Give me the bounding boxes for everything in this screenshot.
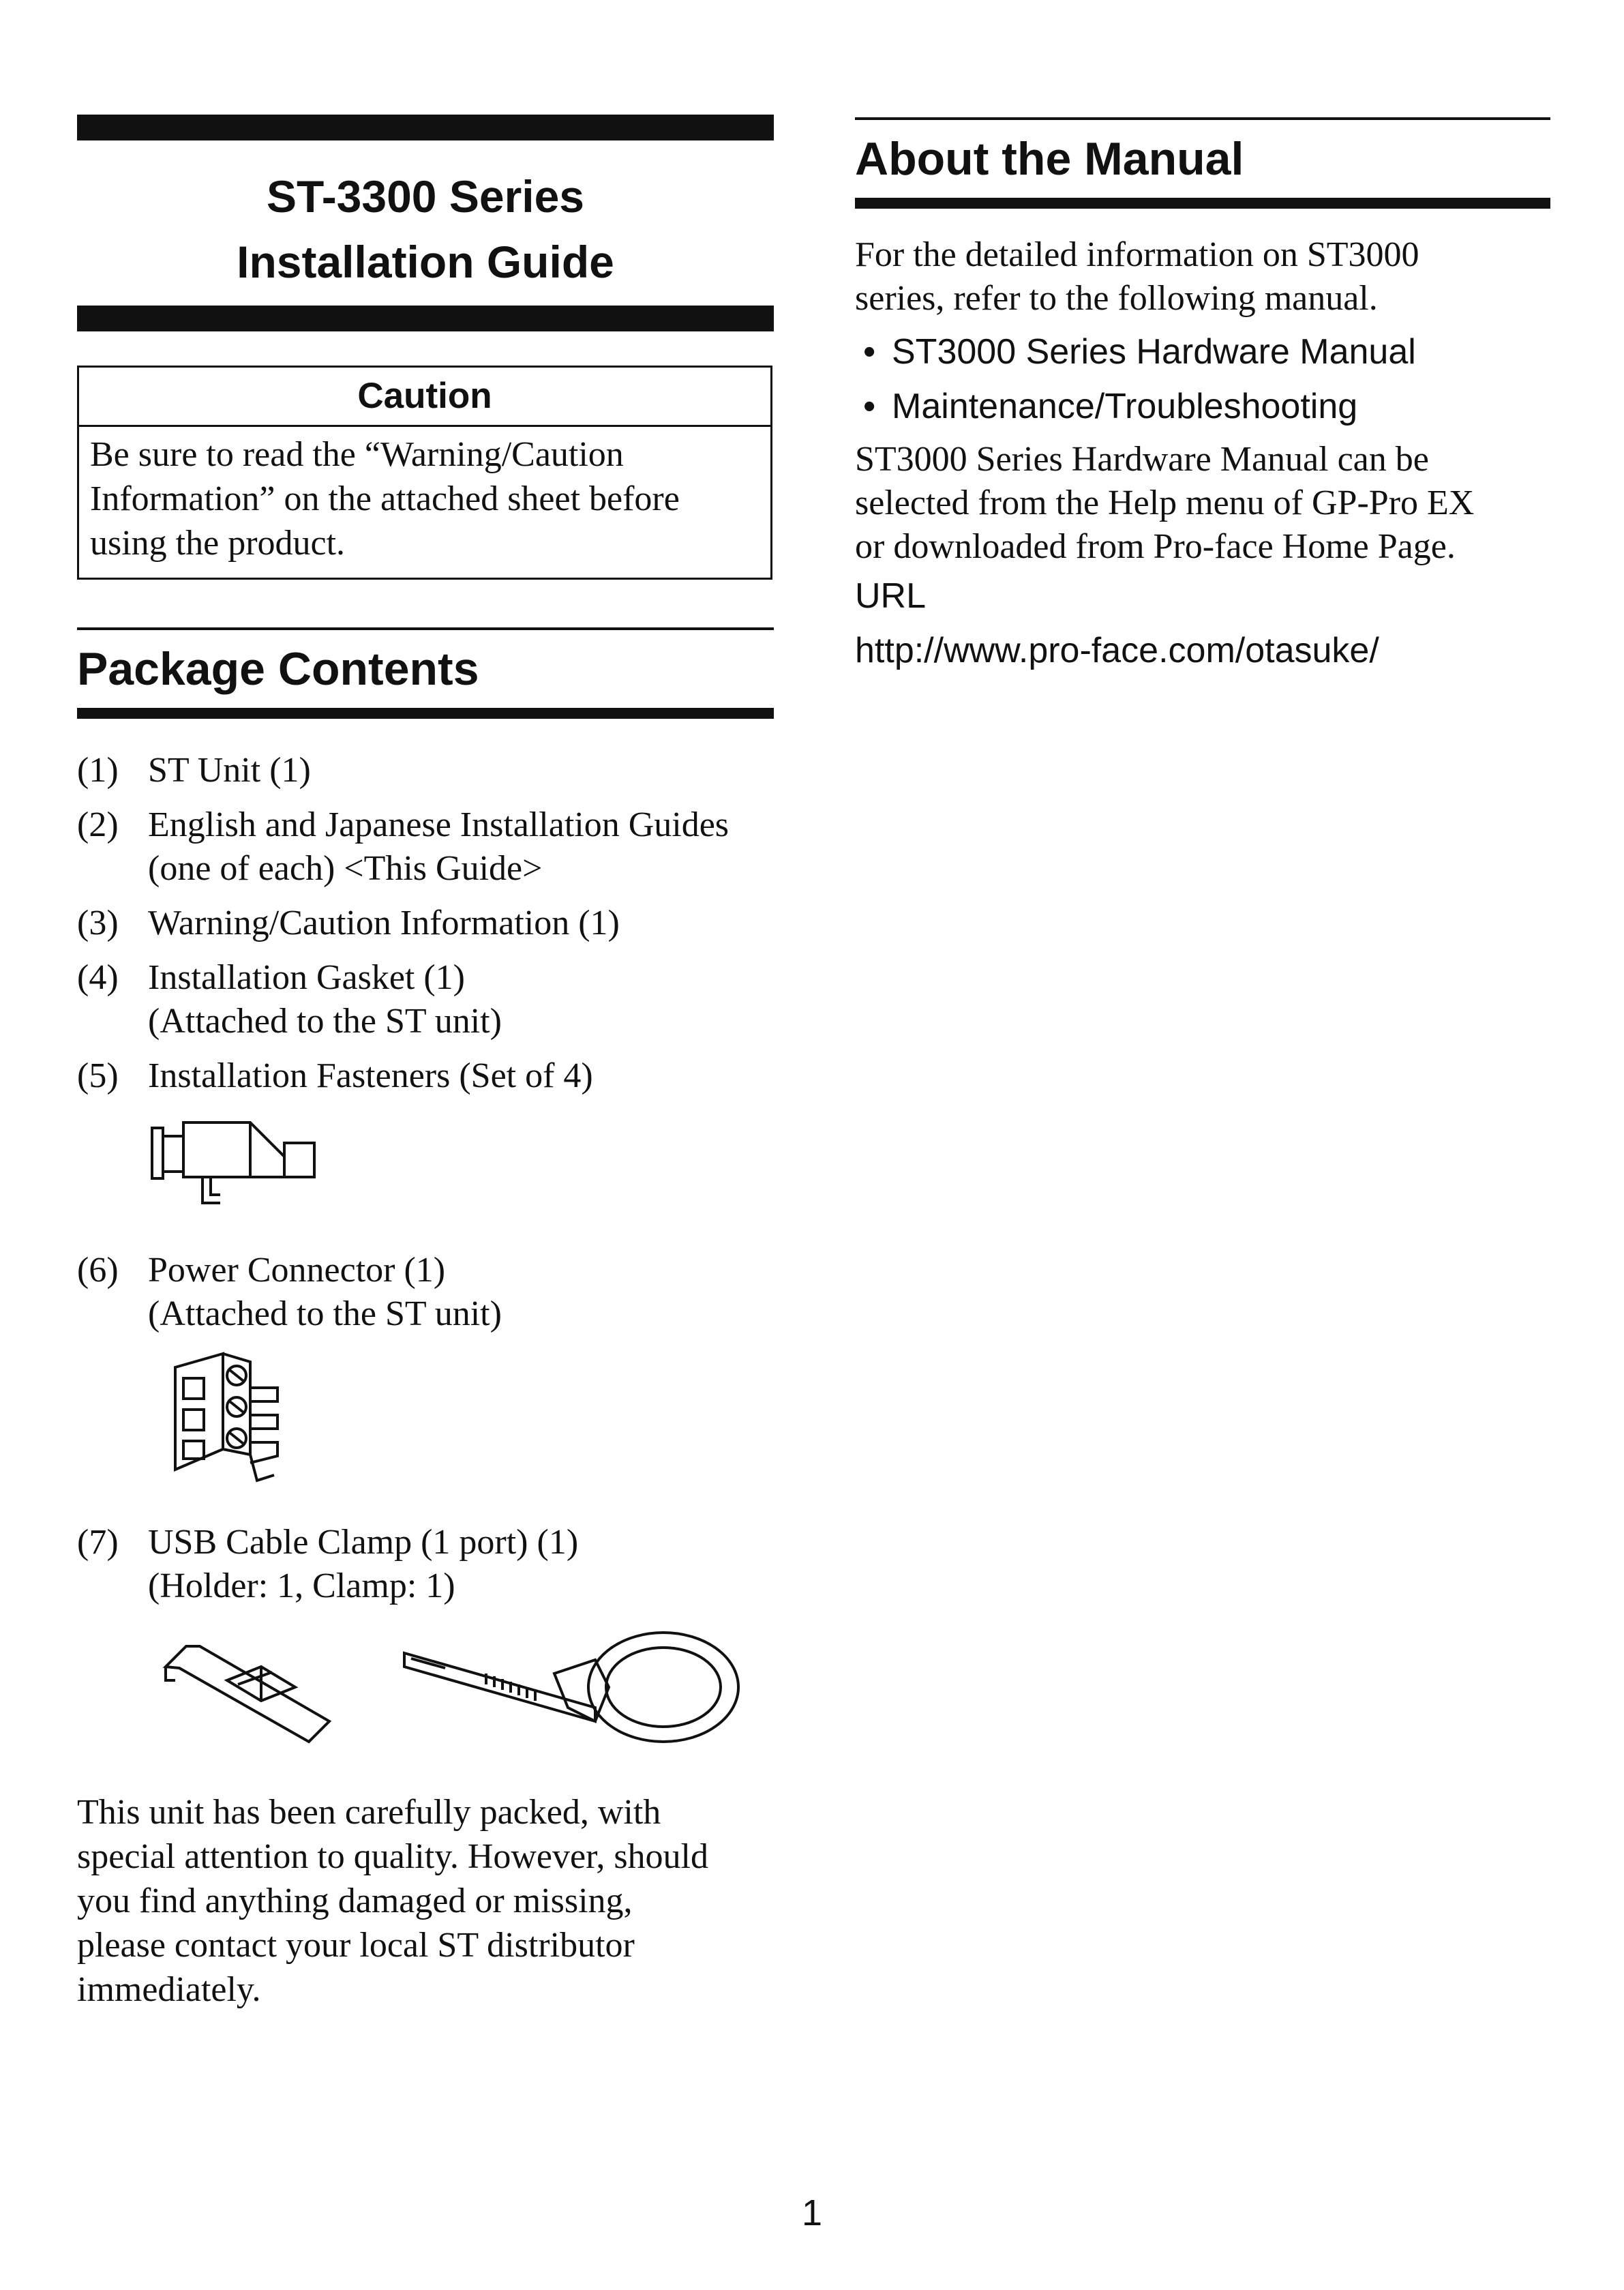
- page-number: 1: [801, 2192, 823, 2233]
- caution-line: using the product.: [90, 524, 346, 563]
- title-bottom-bar: [77, 306, 774, 331]
- item-number: (4): [77, 958, 119, 997]
- list-item: [77, 1054, 774, 1098]
- item-number: (6): [77, 1251, 119, 1290]
- item-text: Installation Gasket (1): [148, 958, 465, 997]
- detail-line: selected from the Help menu of GP-Pro EX: [855, 484, 1475, 522]
- package-contents-list-continued: [77, 1249, 774, 1336]
- title-top-bar: [77, 115, 774, 140]
- title-line-2: Installation Guide: [237, 237, 614, 287]
- closing-line: This unit has been carefully packed, with: [77, 1793, 661, 1832]
- title-line-1: ST-3300 Series: [267, 171, 584, 222]
- caution-box: [77, 366, 772, 580]
- closing-line: you find anything damaged or missing,: [77, 1882, 633, 1920]
- url-link[interactable]: http://www.pro-face.com/otasuke/: [855, 631, 1379, 670]
- document-title: [77, 140, 774, 306]
- package-contents-list: [77, 749, 774, 1098]
- list-item: [77, 1521, 774, 1608]
- package-contents-section: [77, 627, 774, 2012]
- list-item: [77, 749, 774, 792]
- usb-cable-clamp-illustration: [159, 1619, 774, 1759]
- intro-line: For the detailed information on ST3000: [855, 235, 1419, 274]
- manual-detail: [855, 438, 1550, 569]
- closing-line: special attention to quality. However, should: [77, 1837, 708, 1876]
- manual-intro: [855, 233, 1550, 321]
- manual-title: ST3000 Series Hardware Manual: [892, 332, 1416, 372]
- item-number: (3): [77, 904, 119, 942]
- item-number: (7): [77, 1523, 119, 1562]
- right-column: [855, 117, 1550, 678]
- package-contents-list-final: [77, 1521, 774, 1608]
- power-connector-icon: [148, 1347, 312, 1490]
- fastener-icon: [148, 1109, 339, 1218]
- list-item: [77, 902, 774, 945]
- closing-line: please contact your local ST distributor: [77, 1926, 635, 1965]
- caution-line: Be sure to read the “Warning/Caution: [90, 435, 624, 474]
- item-number: (5): [77, 1056, 119, 1095]
- usb-clamp-icon: [159, 1619, 745, 1755]
- closing-paragraph: [77, 1790, 774, 2012]
- item-text: Warning/Caution Information (1): [148, 904, 620, 942]
- caution-heading: Caution: [79, 368, 770, 427]
- item-text: English and Japanese Installation Guides: [148, 805, 730, 844]
- manual-list: [855, 325, 1550, 434]
- section-bottom-rule: [77, 708, 774, 719]
- intro-line: series, refer to the following manual.: [855, 279, 1378, 318]
- section-bottom-rule: [855, 198, 1550, 209]
- package-contents-heading: Package Contents: [77, 643, 479, 695]
- item-text: (one of each) <This Guide>: [148, 849, 543, 888]
- bullet-icon: •: [863, 332, 876, 372]
- list-item: [77, 956, 774, 1043]
- about-manual-heading: About the Manual: [855, 133, 1244, 185]
- item-text: (Attached to the ST unit): [148, 1294, 502, 1333]
- caution-line: Information” on the attached sheet before: [90, 479, 680, 518]
- list-item: [855, 379, 1550, 434]
- installation-fastener-illustration: [148, 1109, 774, 1221]
- item-number: (2): [77, 805, 119, 844]
- detail-line: or downloaded from Pro-face Home Page.: [855, 527, 1456, 566]
- item-number: (1): [77, 751, 119, 790]
- item-text: Power Connector (1): [148, 1251, 446, 1290]
- manual-title: Maintenance/Troubleshooting: [892, 387, 1358, 426]
- caution-text: [79, 427, 770, 578]
- item-text: ST Unit (1): [148, 751, 311, 790]
- item-text: (Attached to the ST unit): [148, 1002, 502, 1041]
- bullet-icon: •: [863, 387, 876, 426]
- left-column: [77, 115, 774, 2012]
- url-label: URL: [855, 576, 927, 616]
- list-item: [855, 325, 1550, 379]
- item-text: (Holder: 1, Clamp: 1): [148, 1566, 455, 1605]
- closing-line: immediately.: [77, 1970, 261, 2009]
- power-connector-illustration: [148, 1347, 774, 1493]
- item-text: Installation Fasteners (Set of 4): [148, 1056, 593, 1095]
- list-item: [77, 1249, 774, 1336]
- detail-line: ST3000 Series Hardware Manual can be: [855, 440, 1429, 479]
- item-text: USB Cable Clamp (1 port) (1): [148, 1523, 579, 1562]
- list-item: [77, 803, 774, 891]
